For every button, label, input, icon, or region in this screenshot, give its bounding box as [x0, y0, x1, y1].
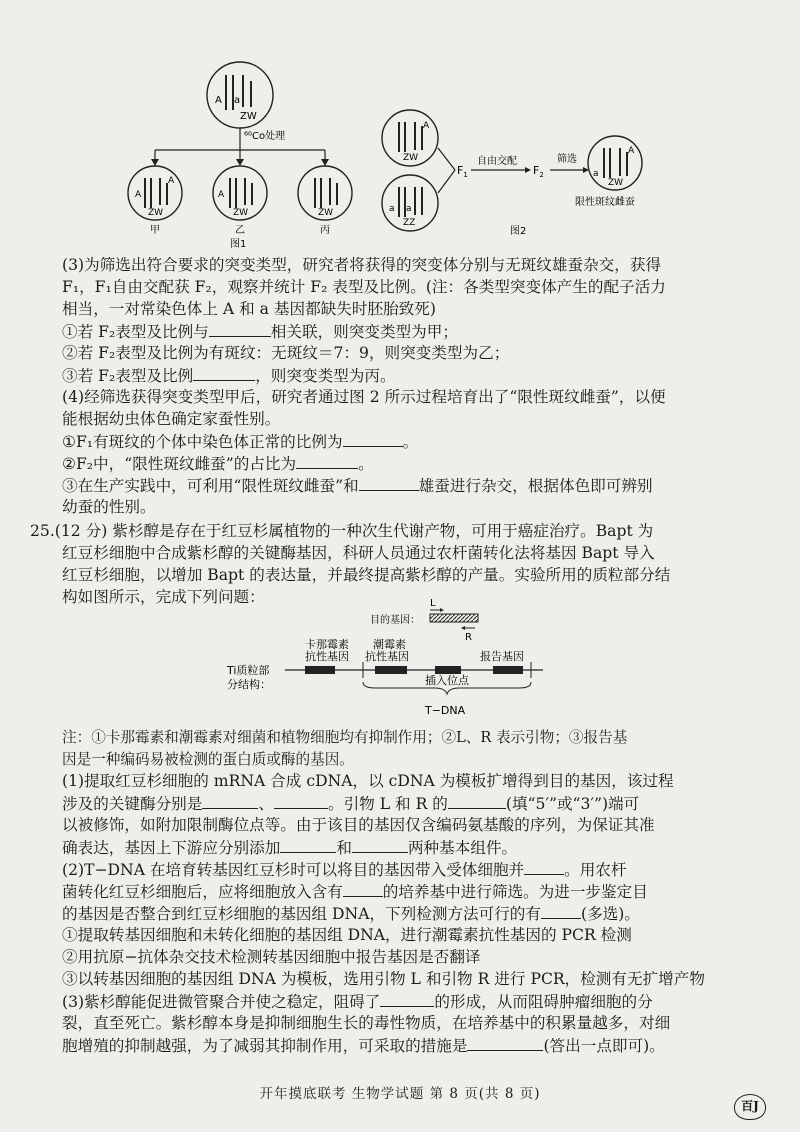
primer-R: R	[465, 632, 472, 643]
plasmid-figure	[225, 596, 555, 724]
q25-s2-line2: 菌转化红豆杉细胞后，应将细胞放入含有 的培养基中进行筛选。为进一步鉴定目	[62, 883, 648, 901]
q24-choice-1: ①若 F₂表型及比例与 相关联，则突变类型为甲；	[62, 323, 458, 341]
svg-text:A: A	[628, 146, 635, 156]
q25-option-1: ①提取转基因细胞和未转化细胞的基因组 DNA，进行潮霉素抗性基因的 PCR 检测	[62, 926, 632, 944]
q24-sub-3: ③在生产实践中，可利用“限性斑纹雌蚕”和 雄蚕进行杂交，根据体色即可辨别	[62, 477, 653, 495]
svg-text:A: A	[218, 190, 225, 200]
fig2-caption: 图2	[510, 226, 527, 237]
q25-s3-line3: 胞增殖的抑制越强，为了减弱其抑制作用，可采取的措施是 (答出一点即可)。	[62, 1037, 665, 1055]
target-gene-label: 目的基因：	[370, 615, 420, 626]
chao-label-2: 抗性基因	[365, 650, 409, 663]
insert-site	[435, 666, 461, 674]
q25-s1-line2: 涉及的关键酶分别是 、 。引物 L 和 R 的 (填“5′”或“3′”)端可	[62, 795, 640, 813]
svg-text:A: A	[423, 121, 430, 131]
q25-option-3: ③以转基因细胞的基因组 DNA 为模板，选用引物 L 和引物 R 进行 PCR，检测有无扩增产物	[62, 970, 705, 988]
q24-p4-line1: (4)经筛选获得突变类型甲后，研究者通过图 2 所示过程培育出了“限性斑纹雌蚕”，以便	[62, 388, 666, 406]
tdna-label: T−DNA	[425, 704, 466, 717]
svg-text:F2: $F_2$	[533, 164, 544, 179]
fig1-label-jia: 甲	[150, 225, 160, 236]
q25-note-line2: 因是一种编码易被检测的蛋白质或酶的基因。	[62, 751, 354, 768]
fig1-treatment: ⁶⁰Co处理	[244, 131, 286, 142]
q25-s3-line1: (3)紫杉醇能促进微管聚合并使之稳定，阻碍了 的形成，从而阻碍肿瘤细胞的分	[62, 993, 653, 1011]
page-footer: 开年摸底联考 生物学试题 第 8 页(共 8 页)	[259, 1086, 541, 1102]
answer-blank[interactable]	[343, 432, 403, 447]
svg-text:ZW: ZW	[608, 178, 624, 188]
answer-blank[interactable]	[280, 838, 336, 853]
primer-L: L	[430, 598, 436, 609]
answer-blank[interactable]	[193, 366, 255, 381]
insert-site-label: 插入位点	[425, 674, 469, 687]
answer-blank[interactable]	[467, 1036, 543, 1051]
q24-p4-line2: 能根据幼虫体色确定家蚕性别。	[62, 410, 281, 428]
answer-blank[interactable]	[352, 838, 408, 853]
q24-choice-2: ②若 F₂表型及比例为有斑纹：无斑纹＝7：9，则突变类型为乙；	[62, 344, 510, 362]
kana-gene	[305, 666, 335, 674]
chao-gene	[375, 666, 407, 674]
svg-text:ZW: ZW	[148, 208, 164, 218]
answer-blank[interactable]	[202, 794, 258, 809]
q24-sub-2: ②F₂中，“限性斑纹雌蚕”的占比为 。	[62, 455, 374, 473]
answer-blank[interactable]	[541, 904, 581, 919]
fig1-caption: 图1	[230, 239, 247, 250]
answer-blank[interactable]	[274, 794, 328, 809]
q25-note-line1: 注：①卡那霉素和潮霉素对细菌和植物细胞均有抑制作用；②L、R 表示引物；③报告基	[62, 729, 628, 746]
q25-s3-line2: 裂，直至死亡。紫杉醇本身是抑制细胞生长的毒性物质，在培养基中的积累量越多，对细	[62, 1014, 671, 1032]
fig2-step1: 自由交配	[477, 156, 517, 167]
q25-option-2: ②用抗原−抗体杂交技术检测转基因细胞中报告基因是否翻译	[62, 948, 481, 966]
answer-blank[interactable]	[380, 992, 434, 1007]
fig1-gene-A: A	[215, 95, 222, 106]
q24-sub-1: ①F₁有斑纹的个体中染色体正常的比例为 。	[62, 433, 419, 451]
answer-blank[interactable]	[343, 882, 383, 897]
svg-text:A: A	[135, 190, 142, 200]
svg-text:A: A	[168, 176, 175, 186]
q25-intro-line2: 红豆杉细胞中合成紫杉醇的关键酶基因，科研人员通过农杆菌转化法将基因 Bapt 导入	[62, 544, 655, 562]
answer-blank[interactable]	[448, 794, 506, 809]
svg-text:ZZ: ZZ	[403, 218, 416, 228]
kana-label-1: 卡那霉素	[305, 638, 349, 651]
q24-p3-line2: F₁，F₁自由交配获 F₂，观察并统计 F₂ 表型及比例。(注：各类型突变体产生的配子活力	[62, 278, 666, 296]
ti-label-2: 分结构：	[227, 678, 271, 691]
svg-text:ZW: ZW	[233, 208, 249, 218]
chao-label-1: 潮霉素	[373, 638, 406, 651]
fig1-gene-a: a	[234, 95, 241, 106]
q24-p3-line1: (3)为筛选出符合要求的突变类型，研究者将获得的突变体分别与无斑纹雄蚕杂交，获得	[62, 256, 662, 274]
q25-s2-line1: (2)T−DNA 在培育转基因红豆杉时可以将目的基因带入受体细胞并 。用农杆	[62, 861, 627, 879]
q25-s1-line1: (1)提取红豆杉细胞的 mRNA 合成 cDNA，以 cDNA 为模板扩增得到目的基因，该过程	[62, 772, 674, 790]
fig1-zw: ZW	[240, 111, 257, 122]
fig1-label-yi: 乙	[235, 225, 245, 236]
q25-s2-line3: 的基因是否整合到红豆杉细胞的基因组 DNA，下列检测方法可行的有 (多选)。	[62, 905, 640, 923]
report-gene	[493, 666, 523, 674]
svg-text:a: a	[406, 204, 412, 214]
fig2-result-label: 限性斑纹雌蚕	[575, 197, 635, 208]
q25-intro-line3: 红豆杉细胞，以增加 Bapt 的表达量，并最终提高紫杉醇的产量。实验所用的质粒部分结	[62, 566, 671, 584]
figure-2	[375, 108, 665, 238]
svg-text:ZW: ZW	[403, 153, 419, 163]
svg-text:F1: $F_1$	[457, 164, 468, 179]
svg-text:ZW: ZW	[318, 208, 334, 218]
q24-sub-3-cont: 幼蚕的性别。	[62, 498, 156, 516]
publisher-logo: 百J	[734, 1094, 766, 1120]
target-gene-bar	[430, 614, 478, 622]
fig2-step2: 筛选	[557, 154, 577, 165]
q25-intro-line1: 25.(12 分) 紫杉醇是存在于红豆杉属植物的一种次生代谢产物，可用于癌症治疗。Bapt 为	[30, 522, 654, 540]
ti-label-1: Ti质粒部	[227, 664, 270, 677]
figure-1	[115, 55, 365, 250]
answer-blank[interactable]	[296, 454, 358, 469]
q24-choice-3: ③若 F₂表型及比例 ，则突变类型为丙。	[62, 367, 396, 385]
answer-blank[interactable]	[359, 476, 419, 491]
q24-p3-line3: 相当，一对常染色体上 A 和 a 基因都缺失时胚胎致死)	[62, 300, 436, 318]
svg-text:a: a	[593, 169, 599, 179]
fig1-label-bing: 丙	[320, 225, 330, 236]
kana-label-2: 抗性基因	[305, 650, 349, 663]
q25-s1-line4: 确表达，基因上下游应分别添加 和 两种基本组件。	[62, 839, 518, 857]
answer-blank[interactable]	[524, 860, 564, 875]
q25-intro-line4: 构如图所示，完成下列问题：	[62, 588, 265, 606]
q25-s1-line3: 以被修饰，如附加限制酶位点等。由于该目的基因仅含编码氨基酸的序列，为保证其准	[62, 816, 655, 834]
svg-text:a: a	[389, 204, 395, 214]
report-label: 报告基因	[480, 650, 524, 663]
answer-blank[interactable]	[209, 322, 271, 337]
